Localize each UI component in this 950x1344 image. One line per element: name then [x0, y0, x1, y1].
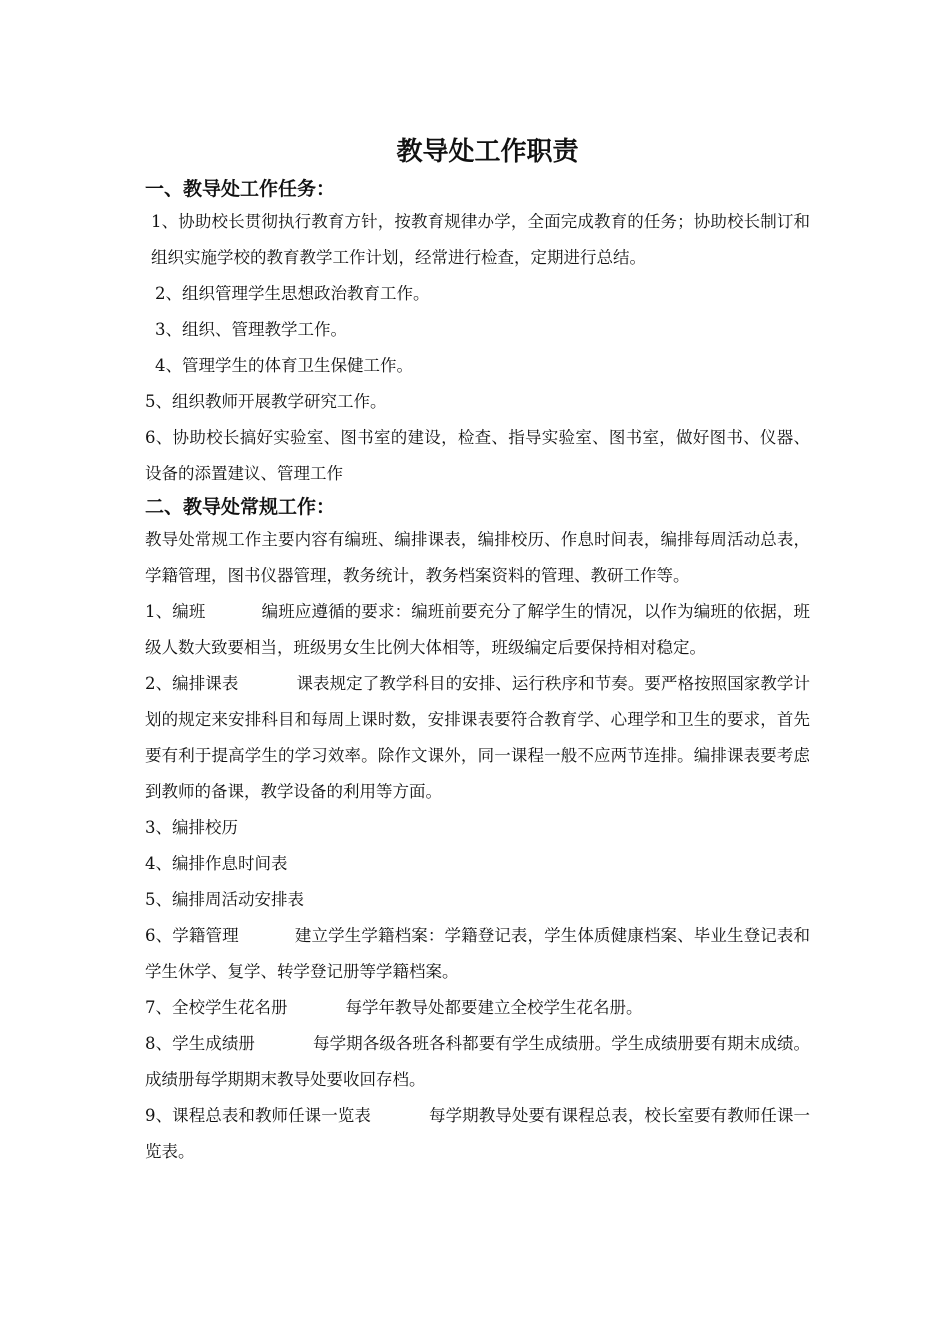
item-text: 建立学生学籍档案：学籍登记表，学生体质健康档案、毕业生登记表和学生休学、复学、转学登记册等学籍档案。	[145, 926, 811, 981]
section-1-item-2: 2、组织管理学生思想政治教育工作。	[155, 284, 430, 303]
item-text: 编班应遵循的要求：编班前要充分了解学生的情况，以作为编班的依据，班级人数大致要相当，班级男女生比例大体相等，班级编定后要保持相对稳定。	[145, 602, 810, 657]
section-2-item-9	[145, 1098, 810, 1170]
item-label: 9、课程总表和教师任课一览表	[145, 1106, 371, 1125]
section-1-item-4: 4、管理学生的体育卫生保健工作。	[155, 356, 413, 375]
section-2-item-4	[145, 846, 810, 882]
section-2-intro: 教导处常规工作主要内容有编班、编排课表，编排校历、作息时间表，编排每周活动总表，学籍管理，图书仪器管理，教务统计，教务档案资料的管理、教研工作等。	[145, 530, 810, 585]
item-label: 6、学籍管理	[145, 926, 239, 945]
page-title: 教导处工作职责	[396, 137, 579, 167]
item-text: 每学期教导处要有课程总表，校长室要有教师任课一览表。	[145, 1106, 811, 1161]
document-body	[145, 130, 810, 1170]
section-1-item-1: 1、协助校长贯彻执行教育方针，按教育规律办学，全面完成教育的任务；协助校长制订和组织实施学校的教育教学工作计划，经常进行检查，定期进行总结。	[151, 212, 810, 267]
item-text: 课表规定了教学科目的安排、运行秩序和节奏。要严格按照国家教学计划的规定来安排科目和每周上课时数，安排课表要符合教育学、心理学和卫生的要求，首先要有利于提高学生的学习效率。除作文课外，同一课程一般不应两节连排。编排课表要考虑到教师的备课，教学设备的利用等方面。	[145, 674, 811, 801]
item-text: 每学年教导处都要建立全校学生花名册。	[345, 998, 643, 1017]
section-1-item-5: 5、组织教师开展教学研究工作。	[145, 392, 387, 411]
item-label: 8、学生成绩册	[145, 1034, 255, 1053]
section-2-heading: 二、教导处常规工作：	[145, 496, 336, 518]
item-label: 7、全校学生花名册	[145, 998, 288, 1017]
section-2-item-1	[145, 594, 810, 666]
section-2-item-3	[145, 810, 810, 846]
section-1-heading: 一、教导处工作任务：	[145, 178, 336, 200]
item-label: 2、编排课表	[145, 674, 239, 693]
section-2-item-8	[145, 1026, 810, 1098]
item-label: 1、编班	[145, 602, 206, 621]
section-1-item-6: 6、协助校长搞好实验室、图书室的建设，检查、指导实验室、图书室，做好图书、仪器、设备的添置建议、管理工作	[145, 428, 810, 483]
item-label: 4、编排作息时间表	[145, 854, 288, 873]
section-2-item-6	[145, 918, 810, 990]
section-2-item-2	[145, 666, 810, 810]
section-2-item-7	[145, 990, 810, 1026]
item-text: 每学期各级各班各科都要有学生成绩册。学生成绩册要有期末成绩。成绩册每学期期末教导处要收回存档。	[145, 1034, 811, 1089]
item-label: 5、编排周活动安排表	[145, 890, 304, 909]
section-1-item-3: 3、组织、管理教学工作。	[155, 320, 347, 339]
item-label: 3、编排校历	[145, 818, 238, 837]
section-2-item-5	[145, 882, 810, 918]
